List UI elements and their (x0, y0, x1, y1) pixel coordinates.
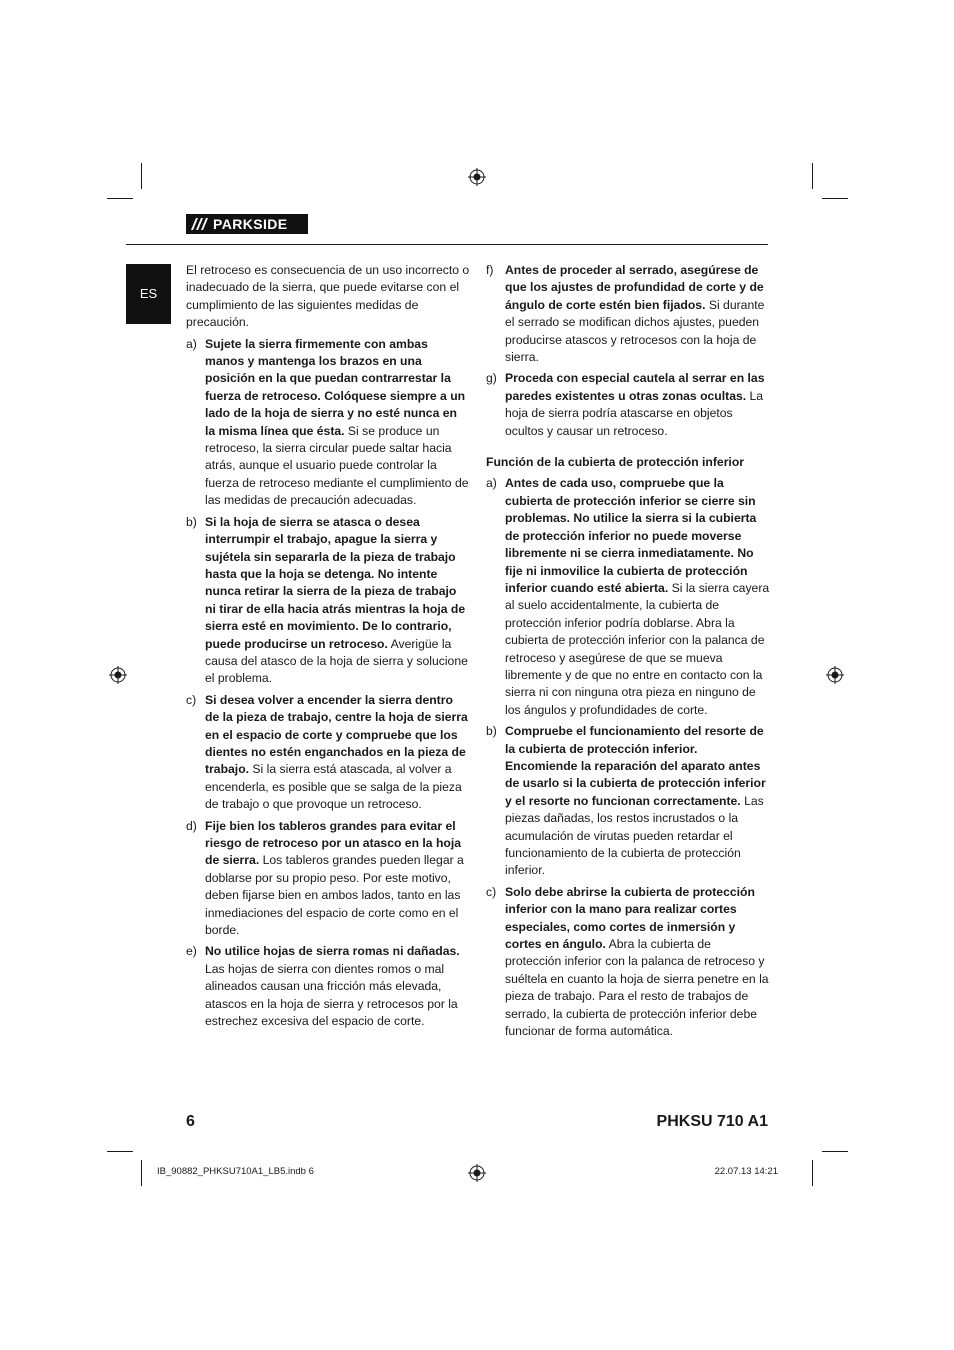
item-text: Si la sierra cayera al suelo accidentalmente, la cubierta de protección inferior podría doblarse. Abra la cubierta de protección inferior con la palanca de retroceso y asegúrese de que se mueva libremente y de que no entre en contacto con la sierra ni con ninguna otra pieza en ninguno de los ángulos y profundidades de corte. (505, 580, 770, 717)
item-marker: b) (186, 514, 197, 529)
item-marker: a) (186, 336, 197, 351)
crop-mark (107, 1151, 133, 1152)
item-text: Los tableros grandes pueden llegar a doblarse por su propio peso. Por este motivo, deben fijarse bien en ambos lados, tanto en las inmediaciones del espacio de corte como en el borde. (205, 853, 464, 938)
crop-mark (822, 1151, 848, 1152)
logo-slashes-icon (186, 214, 212, 234)
item-bold-text: Si desea volver a encender la sierra dentro de la pieza de trabajo, centre la hoja de sierra en el espacio de corte y compruebe que los dientes no estén enganchados en la pieza de trabajo. (205, 692, 468, 777)
section-heading: Función de la cubierta de protección inferior (486, 455, 745, 470)
item-text: Averigüe la causa del atasco de la hoja de sierra y solucione el problema. (205, 636, 468, 686)
item-text: Si se produce un retroceso, la sierra circular puede saltar hacia atrás, aunque el usuario puede controlar la fuerza de retroceso mediante el cumplimiento de las medidas de precaución adecuadas. (205, 423, 469, 508)
item-text: La hoja de sierra podría atascarse en objetos ocultos y causar un retroceso. (505, 388, 764, 438)
item-marker: b) (486, 724, 497, 739)
item-bold-text: Compruebe el funcionamiento del resorte de la cubierta de protección inferior. Encomiende la reparación del aparato antes de usarlo si la cubierta de protección inferior y el resorte no funcionan correctamente. (505, 724, 766, 808)
item-marker: g) (486, 371, 497, 386)
print-slug-date: 22.07.13 14:21 (714, 1166, 778, 1177)
registration-mark-icon (109, 666, 127, 684)
model-name: PHKSU 710 A1 (656, 1113, 768, 1130)
left-column (186, 262, 470, 1034)
crop-mark (107, 198, 133, 199)
list-item (486, 475, 770, 719)
item-text: Si durante el serrado se modifican dichos ajustes, pueden producirse atascos y retrocesos con la hoja de sierra. (505, 297, 765, 365)
list-item (186, 818, 470, 940)
registration-mark-icon (468, 168, 486, 186)
crop-mark (141, 1160, 142, 1186)
crop-mark (822, 198, 848, 199)
list-item (486, 262, 770, 366)
header-rule (126, 244, 768, 245)
list-item (186, 943, 470, 1030)
list-item (486, 370, 770, 440)
list-item (486, 884, 770, 1041)
item-marker: f) (486, 263, 494, 277)
list-item (186, 692, 470, 814)
item-text: Si la sierra está atascada, al volver a encenderla, es posible que se salga de la pieza de trabajo o que provoque un retroceso. (205, 762, 462, 812)
item-marker: d) (186, 818, 197, 833)
item-bold-text: Solo debe abrirse la cubierta de protección inferior con la mano para realizar cortes especiales, como cortes de inmersión y cortes en ángulo. (505, 884, 755, 952)
page-number: 6 (186, 1113, 195, 1130)
intro-paragraph: El retroceso es consecuencia de un uso incorrecto o inadecuado de la sierra, que puede evitarse con el cumplimiento de las siguientes medidas de precaución. (186, 263, 470, 330)
item-bold-text: Fije bien los tableros grandes para evitar el riesgo de retroceso por un atasco en la hoja de sierra. (205, 818, 462, 868)
parkside-logo (186, 214, 308, 234)
item-text: Abra la cubierta de protección inferior con la palanca de retroceso y suéltela en cuanto la hoja de sierra penetre en la pieza de trabajo. Para el resto de trabajos de serrado, la cubierta de protección inferior debe funcionar de forma automática. (505, 937, 769, 1039)
language-tab: ES (126, 264, 171, 324)
item-bold-text: Antes de cada uso, compruebe que la cubierta de protección inferior se cierre sin problemas. No utilice la sierra si la cubierta de protección inferior no puede moverse libremente ni se cierra inmediatamente. No fije ni inmovilice la cubierta de protección inferior cuando esté abierta. (505, 476, 757, 595)
list-item (186, 336, 470, 510)
item-bold-text: Antes de proceder al serrado, asegúrese de que los ajustes de profundidad de corte y de ángulo de corte estén bien fijados. (505, 263, 764, 312)
crop-mark (812, 163, 813, 189)
right-column (486, 262, 770, 1044)
item-marker: c) (186, 692, 197, 707)
item-marker: c) (486, 884, 497, 899)
list-item (486, 723, 770, 880)
item-text: Las hojas de sierra con dientes romos o mal alineados causan una fricción más elevada, atascos en la hoja de sierra y retrocesos por la estrechez excesiva del espacio de corte. (205, 961, 458, 1029)
logo-brand-text: PARKSIDE (213, 216, 288, 232)
crop-mark (141, 163, 142, 189)
item-marker: a) (486, 476, 497, 491)
item-marker: e) (186, 944, 197, 959)
registration-mark-icon (468, 1164, 486, 1182)
crop-mark (812, 1160, 813, 1186)
list-item (186, 514, 470, 688)
item-bold-text: No utilice hojas de sierra romas ni dañadas. (205, 944, 460, 959)
item-bold-text: Si la hoja de sierra se atasca o desea interrumpir el trabajo, apague la sierra y sujétela sin separarla de la pieza de trabajo hasta que la hoja se detenga. No intente nunca retirar la sierra de la pieza de trabajo ni tirar de ella hacia atrás mientras la hoja de sierra esté en movimiento. De lo contrario, puede producirse un retroceso. (205, 514, 466, 651)
print-slug-file: IB_90882_PHKSU710A1_LB5.indb 6 (157, 1166, 314, 1177)
item-bold-text: Proceda con especial cautela al serrar en las paredes existentes u otras zonas ocultas. (505, 371, 765, 403)
item-bold-text: Sujete la sierra firmemente con ambas manos y mantenga los brazos en una posición en la que puedan contrarrestar la fuerza de retroceso. Colóquese siempre a un lado de la hoja de sierra y no esté nunca en la misma línea que ésta. (205, 336, 466, 438)
registration-mark-icon (826, 666, 844, 684)
item-text: Las piezas dañadas, los restos incrustados o la acumulación de virutas pueden retardar el funcionamiento de la cubierta de protección inferior. (505, 793, 764, 878)
